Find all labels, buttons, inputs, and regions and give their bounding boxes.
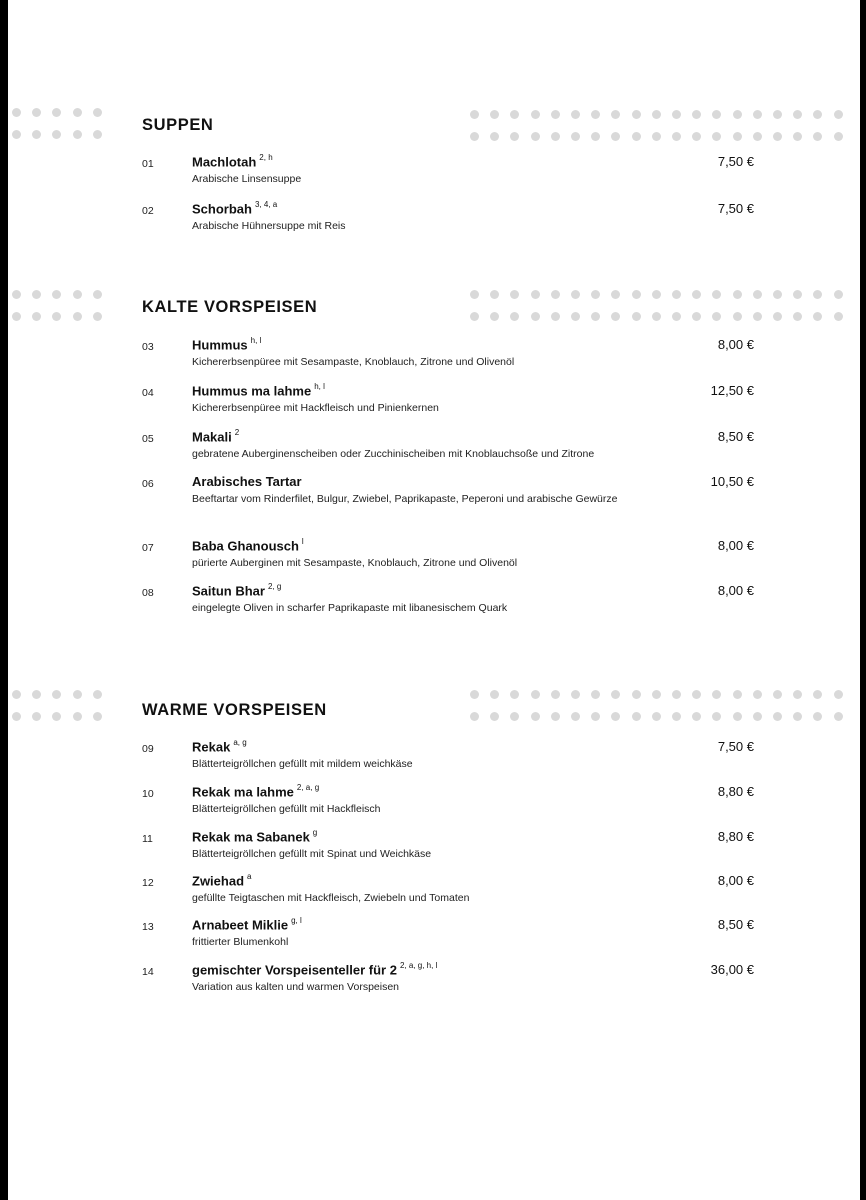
decorative-dot bbox=[591, 110, 600, 119]
item-description: Kichererbsenpüree mit Hackfleisch und Pinienkernen bbox=[192, 402, 439, 414]
item-name: Baba Ghanousch $^l$ bbox=[192, 537, 304, 554]
decorative-dot bbox=[712, 110, 721, 119]
menu-item bbox=[8, 873, 860, 913]
decorative-dot bbox=[571, 712, 580, 721]
item-name: Rekak $^{a, g}$ bbox=[192, 738, 247, 755]
decorative-dot bbox=[692, 312, 701, 321]
item-description: Variation aus kalten und warmen Vorspeisen bbox=[192, 981, 400, 993]
decorative-dot bbox=[793, 290, 802, 299]
decorative-dot bbox=[793, 110, 802, 119]
decorative-dot bbox=[733, 690, 742, 699]
decorative-dot bbox=[632, 290, 641, 299]
decorative-dot bbox=[773, 110, 782, 119]
decorative-dot bbox=[753, 290, 762, 299]
decorative-dot bbox=[93, 712, 102, 721]
item-description: pürierte Auberginen mit Sesampaste, Knoblauch, Zitrone und Olivenöl bbox=[192, 557, 518, 569]
decorative-dot bbox=[611, 290, 620, 299]
decorative-dot bbox=[470, 690, 479, 699]
item-number: 10 bbox=[142, 788, 154, 800]
item-description: eingelegte Oliven in scharfer Paprikapaste mit libanesischem Quark bbox=[192, 602, 508, 614]
decorative-dot bbox=[12, 290, 21, 299]
decorative-dot bbox=[32, 108, 41, 117]
item-name: Machlotah $^{2, h}$ bbox=[192, 153, 273, 170]
decorative-dot bbox=[753, 312, 762, 321]
decorative-dot bbox=[753, 712, 762, 721]
decorative-dot bbox=[813, 690, 822, 699]
item-allergens: l bbox=[301, 537, 304, 546]
item-name: gemischter Vorspeisenteller für 2 $^{2, a, g, h, l}$ bbox=[192, 961, 438, 978]
decorative-dot bbox=[793, 312, 802, 321]
decorative-dot bbox=[813, 712, 822, 721]
item-number: 08 bbox=[142, 587, 154, 599]
decorative-dot bbox=[591, 712, 600, 721]
decorative-dot bbox=[834, 312, 843, 321]
decorative-dot bbox=[672, 110, 681, 119]
item-name: Arnabeet Miklie $^{g, l}$ bbox=[192, 916, 302, 933]
menu-item bbox=[8, 474, 860, 514]
decorative-dot bbox=[733, 290, 742, 299]
item-name: Saitun Bhar $^{2, g}$ bbox=[192, 582, 282, 599]
decorative-dot bbox=[52, 290, 61, 299]
item-price: 8,00 € bbox=[717, 538, 754, 553]
item-number: 01 bbox=[142, 158, 154, 170]
decorative-dot bbox=[652, 712, 661, 721]
item-description: Arabische Linsensuppe bbox=[192, 173, 302, 185]
item-number: 09 bbox=[142, 743, 154, 755]
decorative-dot bbox=[12, 712, 21, 721]
decorative-dot bbox=[834, 110, 843, 119]
item-allergens: g bbox=[312, 828, 318, 837]
item-number: 02 bbox=[142, 205, 154, 217]
decorative-dot bbox=[52, 712, 61, 721]
item-number: 06 bbox=[142, 478, 154, 490]
decorative-dot bbox=[551, 690, 560, 699]
decorative-dot bbox=[733, 312, 742, 321]
menu-item bbox=[8, 583, 860, 623]
decorative-dot bbox=[510, 712, 519, 721]
decorative-dot bbox=[470, 110, 479, 119]
decorative-dot bbox=[571, 312, 580, 321]
item-price: 8,00 € bbox=[717, 583, 754, 598]
decorative-dot bbox=[73, 312, 82, 321]
item-name: Arabisches Tartar bbox=[192, 474, 302, 489]
menu-page bbox=[8, 0, 860, 1200]
item-price: 7,50 € bbox=[717, 739, 754, 754]
decorative-dot bbox=[571, 132, 580, 141]
decorative-dot bbox=[834, 290, 843, 299]
decorative-dot bbox=[93, 108, 102, 117]
decorative-dot bbox=[93, 130, 102, 139]
decorative-dot bbox=[93, 690, 102, 699]
decorative-dot bbox=[93, 290, 102, 299]
decorative-dot bbox=[632, 712, 641, 721]
decorative-dot bbox=[510, 132, 519, 141]
decorative-dot bbox=[73, 108, 82, 117]
decorative-dot bbox=[531, 312, 540, 321]
item-number: 14 bbox=[142, 966, 154, 978]
decorative-dot bbox=[672, 712, 681, 721]
decorative-dot bbox=[611, 132, 620, 141]
decorative-dot bbox=[490, 132, 499, 141]
decorative-dot bbox=[733, 110, 742, 119]
menu-item bbox=[8, 201, 860, 241]
decorative-dot bbox=[490, 712, 499, 721]
item-number: 11 bbox=[142, 833, 153, 845]
decorative-dot bbox=[692, 110, 701, 119]
item-number: 12 bbox=[142, 877, 154, 889]
decorative-dot bbox=[12, 312, 21, 321]
decorative-dot bbox=[470, 312, 479, 321]
item-name: Makali $^2$ bbox=[192, 428, 240, 445]
decorative-dot bbox=[692, 712, 701, 721]
decorative-dot bbox=[12, 130, 21, 139]
item-allergens: 3, 4, a bbox=[254, 200, 278, 209]
decorative-dot bbox=[793, 132, 802, 141]
item-description: Arabische Hühnersuppe mit Reis bbox=[192, 220, 346, 232]
decorative-dot bbox=[611, 110, 620, 119]
item-name: Zwiehad $^a$ bbox=[192, 872, 252, 889]
decorative-dot bbox=[712, 312, 721, 321]
decorative-dot bbox=[733, 712, 742, 721]
item-description: Blätterteigröllchen gefüllt mit Spinat und Weichkäse bbox=[192, 848, 432, 860]
item-description: frittierter Blumenkohl bbox=[192, 936, 289, 948]
item-price: 36,00 € bbox=[710, 962, 754, 977]
item-price: 10,50 € bbox=[710, 474, 754, 489]
menu-item bbox=[8, 337, 860, 377]
menu-item bbox=[8, 739, 860, 779]
item-number: 07 bbox=[142, 542, 154, 554]
decorative-dot bbox=[531, 110, 540, 119]
decorative-dot bbox=[692, 690, 701, 699]
item-price: 8,50 € bbox=[717, 917, 754, 932]
decorative-dot bbox=[52, 108, 61, 117]
decorative-dot bbox=[490, 690, 499, 699]
item-name: Hummus $^{h, l}$ bbox=[192, 336, 262, 353]
decorative-dot bbox=[551, 712, 560, 721]
decorative-dot bbox=[733, 132, 742, 141]
decorative-dot bbox=[712, 290, 721, 299]
decorative-dot bbox=[834, 132, 843, 141]
decorative-dot bbox=[591, 312, 600, 321]
item-name: Rekak ma Sabanek $^g$ bbox=[192, 828, 318, 845]
decorative-dot bbox=[672, 312, 681, 321]
decorative-dot bbox=[531, 690, 540, 699]
decorative-dot bbox=[32, 290, 41, 299]
item-description: Blätterteigröllchen gefüllt mit Hackfleisch bbox=[192, 803, 381, 815]
decorative-dot bbox=[672, 132, 681, 141]
decorative-dot bbox=[652, 110, 661, 119]
item-price: 7,50 € bbox=[717, 154, 754, 169]
menu-item bbox=[8, 383, 860, 423]
decorative-dot bbox=[32, 690, 41, 699]
decorative-dot bbox=[652, 132, 661, 141]
decorative-dot bbox=[490, 312, 499, 321]
decorative-dot bbox=[813, 312, 822, 321]
decorative-dot bbox=[834, 690, 843, 699]
item-allergens: a, g bbox=[233, 738, 247, 747]
decorative-dot bbox=[813, 132, 822, 141]
decorative-dot bbox=[773, 690, 782, 699]
decorative-dot bbox=[52, 312, 61, 321]
decorative-dot bbox=[611, 690, 620, 699]
decorative-dot bbox=[510, 690, 519, 699]
decorative-dot bbox=[773, 312, 782, 321]
decorative-dot bbox=[73, 690, 82, 699]
decorative-dot bbox=[551, 110, 560, 119]
item-name: Schorbah $^{3, 4, a}$ bbox=[192, 200, 278, 217]
decorative-dot bbox=[490, 290, 499, 299]
item-price: 8,00 € bbox=[717, 873, 754, 888]
item-allergens: h, l bbox=[250, 336, 262, 345]
decorative-dot bbox=[793, 690, 802, 699]
decorative-dot bbox=[591, 690, 600, 699]
decorative-dot bbox=[611, 712, 620, 721]
decorative-dot bbox=[32, 712, 41, 721]
decorative-dot bbox=[571, 290, 580, 299]
decorative-dot bbox=[813, 290, 822, 299]
item-number: 04 bbox=[142, 387, 154, 399]
decorative-dot bbox=[591, 290, 600, 299]
decorative-dot bbox=[32, 312, 41, 321]
decorative-dot bbox=[73, 712, 82, 721]
item-allergens: 2 bbox=[234, 428, 240, 437]
decorative-dot bbox=[692, 132, 701, 141]
menu-item bbox=[8, 829, 860, 869]
decorative-dot bbox=[773, 132, 782, 141]
decorative-dot bbox=[712, 132, 721, 141]
decorative-dot bbox=[652, 290, 661, 299]
item-allergens: 2, a, g bbox=[296, 783, 320, 792]
decorative-dot bbox=[510, 110, 519, 119]
item-price: 8,50 € bbox=[717, 429, 754, 444]
decorative-dot bbox=[712, 690, 721, 699]
decorative-dot bbox=[571, 110, 580, 119]
decorative-dot bbox=[632, 690, 641, 699]
decorative-dot bbox=[773, 290, 782, 299]
decorative-dot bbox=[773, 712, 782, 721]
decorative-dot bbox=[652, 690, 661, 699]
decorative-dot bbox=[632, 110, 641, 119]
item-price: 8,00 € bbox=[717, 337, 754, 352]
decorative-dot bbox=[531, 132, 540, 141]
decorative-dot bbox=[470, 290, 479, 299]
item-number: 13 bbox=[142, 921, 154, 933]
item-allergens: a bbox=[247, 872, 252, 881]
decorative-dot bbox=[470, 712, 479, 721]
item-allergens: 2, a, g, h, l bbox=[399, 961, 438, 970]
item-allergens: 2, g bbox=[267, 582, 282, 591]
menu-item bbox=[8, 784, 860, 824]
decorative-dot bbox=[753, 110, 762, 119]
item-description: gebratene Auberginenscheiben oder Zucchinischeiben mit Knoblauchsoße und Zitrone bbox=[192, 448, 595, 460]
decorative-dot bbox=[73, 290, 82, 299]
decorative-dot bbox=[551, 132, 560, 141]
decorative-dot bbox=[551, 290, 560, 299]
decorative-dot bbox=[753, 690, 762, 699]
decorative-dot bbox=[672, 290, 681, 299]
decorative-dot bbox=[652, 312, 661, 321]
menu-item bbox=[8, 917, 860, 957]
item-allergens: h, l bbox=[314, 382, 325, 391]
item-description: gefüllte Teigtaschen mit Hackfleisch, Zwiebeln und Tomaten bbox=[192, 892, 470, 904]
item-description: Kichererbsenpüree mit Sesampaste, Knoblauch, Zitrone und Olivenöl bbox=[192, 356, 515, 368]
decorative-dot bbox=[52, 130, 61, 139]
menu-item bbox=[8, 154, 860, 194]
item-price: 8,80 € bbox=[717, 829, 754, 844]
item-name: Hummus ma lahme $^{h, l}$ bbox=[192, 382, 325, 399]
item-description: Beeftartar vom Rinderfilet, Bulgur, Zwiebel, Paprikapaste, Peperoni und arabische Gewürze bbox=[192, 493, 618, 505]
decorative-dot bbox=[73, 130, 82, 139]
section-title-suppen: SUPPEN bbox=[142, 116, 214, 134]
item-allergens: 2, h bbox=[259, 153, 273, 162]
decorative-dot bbox=[611, 312, 620, 321]
decorative-dot bbox=[591, 132, 600, 141]
decorative-dot bbox=[12, 690, 21, 699]
item-allergens: g, l bbox=[291, 916, 302, 925]
item-name: Rekak ma lahme $^{2, a, g}$ bbox=[192, 783, 320, 800]
item-number: 05 bbox=[142, 433, 154, 445]
menu-item bbox=[8, 429, 860, 469]
menu-item bbox=[8, 538, 860, 578]
decorative-dot bbox=[632, 312, 641, 321]
decorative-dot bbox=[712, 712, 721, 721]
section-title-warme-vorspeisen: WARME VORSPEISEN bbox=[142, 701, 327, 719]
item-price: 12,50 € bbox=[710, 383, 754, 398]
decorative-dot bbox=[93, 312, 102, 321]
decorative-dot bbox=[834, 712, 843, 721]
decorative-dot bbox=[672, 690, 681, 699]
decorative-dot bbox=[753, 132, 762, 141]
decorative-dot bbox=[571, 690, 580, 699]
decorative-dot bbox=[12, 108, 21, 117]
decorative-dot bbox=[52, 690, 61, 699]
decorative-dot bbox=[510, 290, 519, 299]
decorative-dot bbox=[551, 312, 560, 321]
decorative-dot bbox=[490, 110, 499, 119]
decorative-dot bbox=[793, 712, 802, 721]
decorative-dot bbox=[632, 132, 641, 141]
decorative-dot bbox=[510, 312, 519, 321]
item-price: 8,80 € bbox=[717, 784, 754, 799]
item-price: 7,50 € bbox=[717, 201, 754, 216]
decorative-dot bbox=[531, 290, 540, 299]
item-number: 03 bbox=[142, 341, 154, 353]
decorative-dot bbox=[692, 290, 701, 299]
decorative-dot bbox=[813, 110, 822, 119]
section-title-kalte-vorspeisen: KALTE VORSPEISEN bbox=[142, 298, 318, 316]
decorative-dot bbox=[531, 712, 540, 721]
decorative-dot bbox=[470, 132, 479, 141]
decorative-dot bbox=[32, 130, 41, 139]
item-description: Blätterteigröllchen gefüllt mit mildem weichkäse bbox=[192, 758, 413, 770]
menu-item bbox=[8, 962, 860, 1002]
